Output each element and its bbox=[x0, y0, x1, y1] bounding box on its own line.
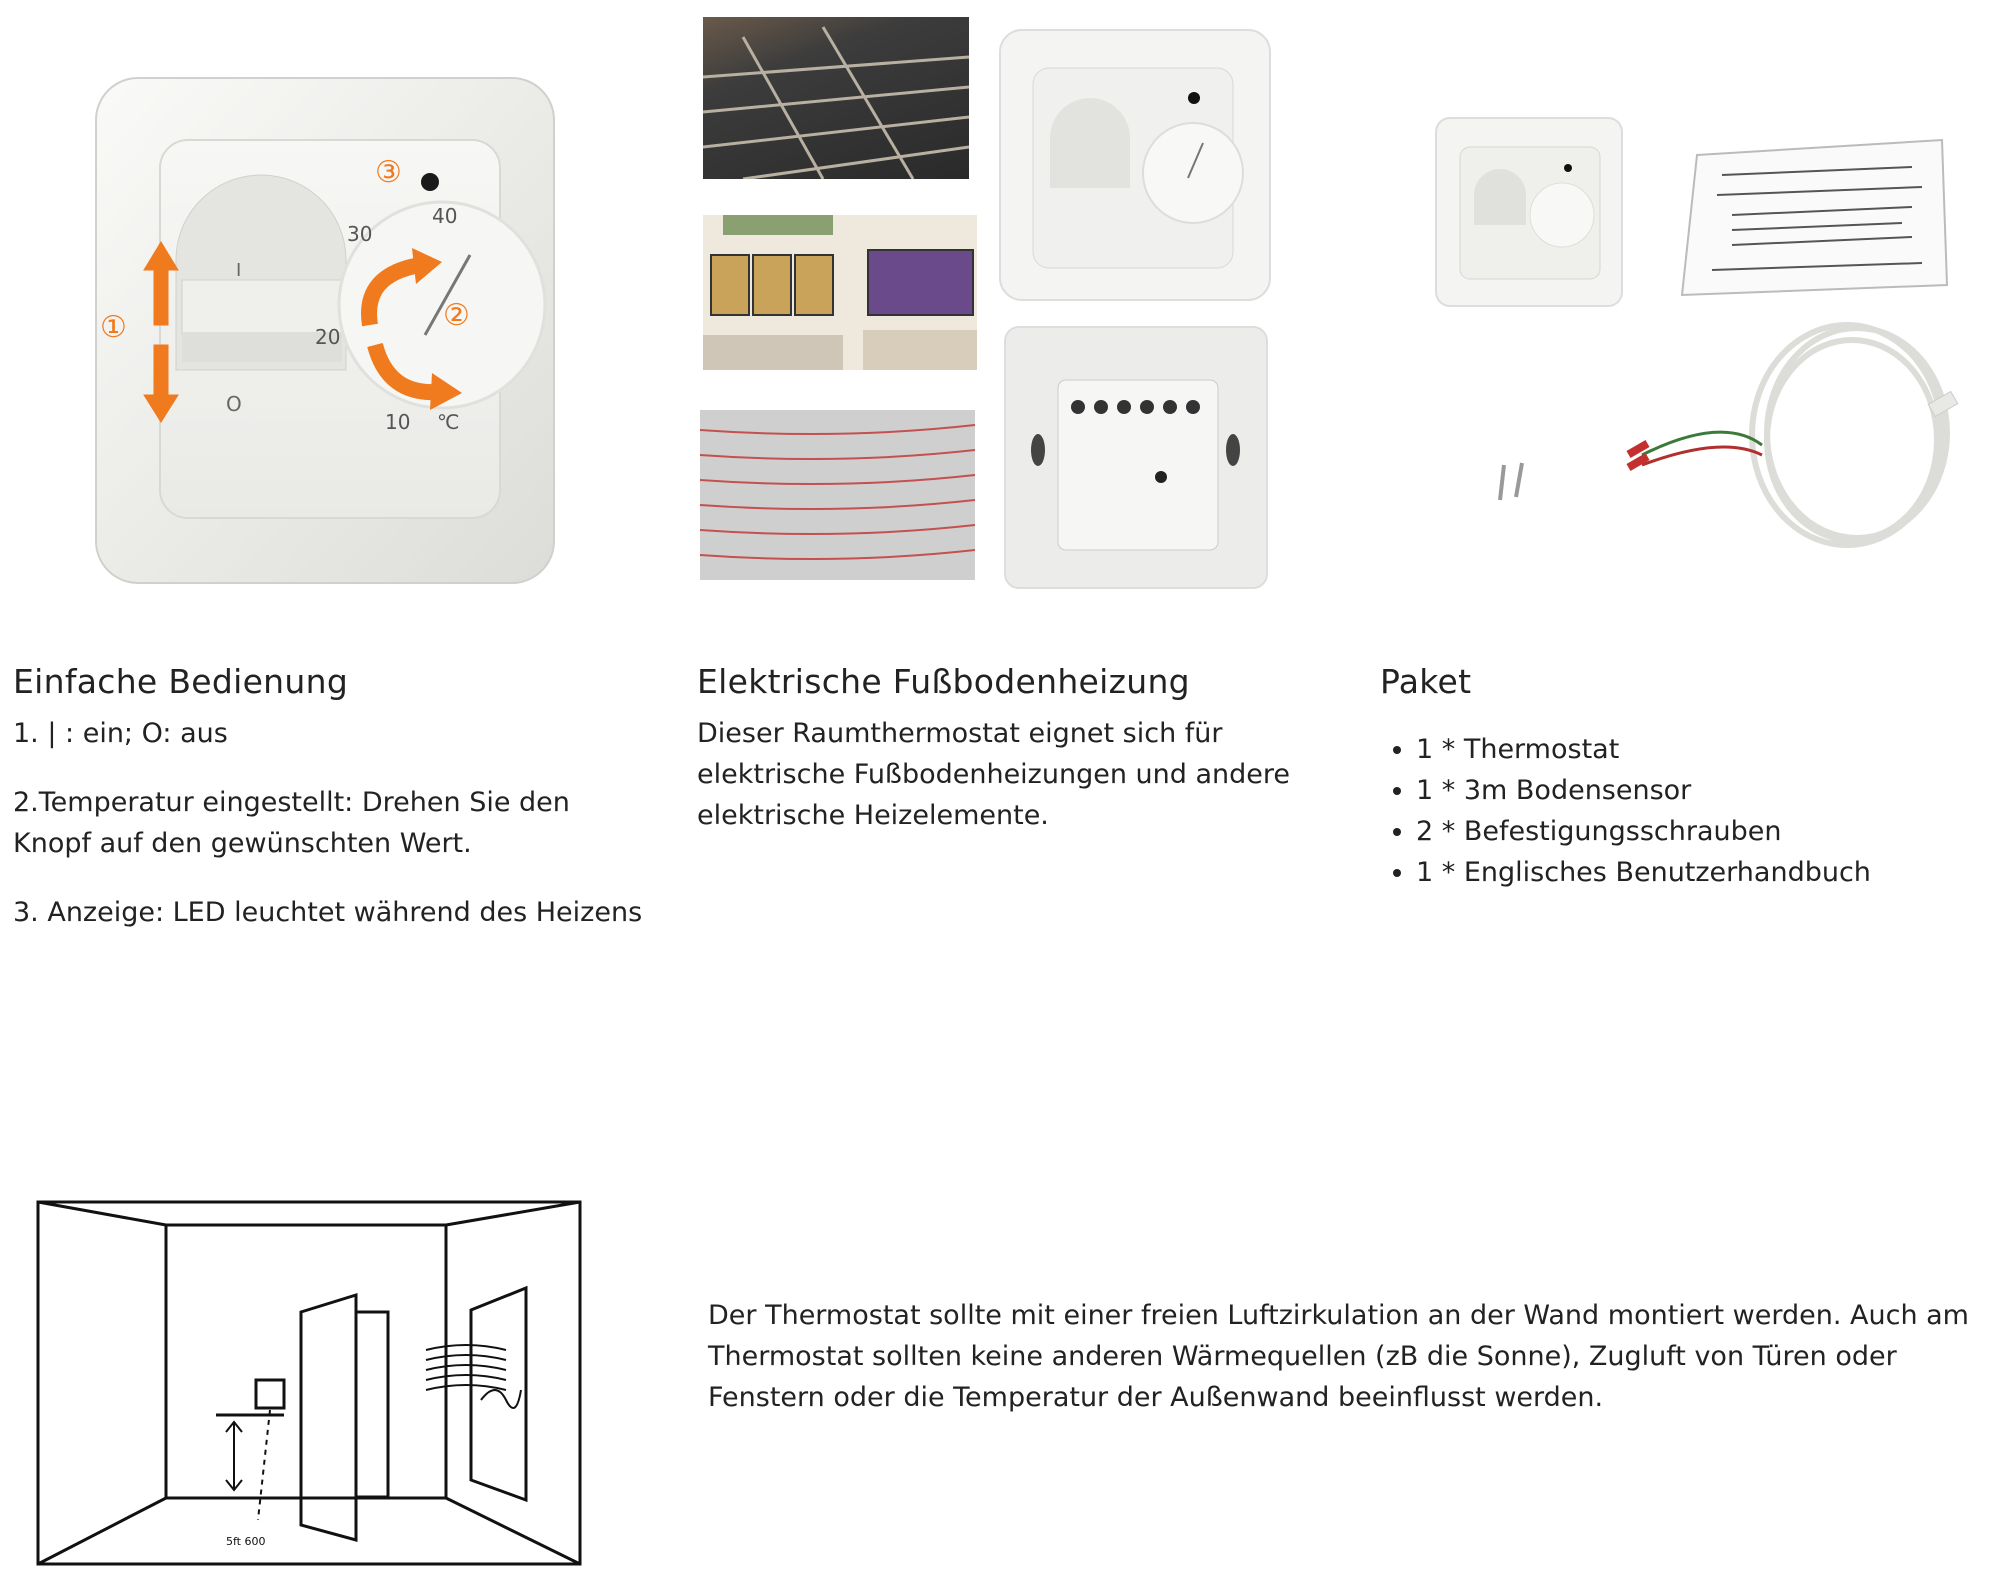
package-item: • 2 * Befestigungsschrauben bbox=[1416, 811, 1980, 852]
room-installation-diagram bbox=[36, 1200, 584, 1570]
section-package bbox=[1380, 662, 1980, 893]
section-operation bbox=[13, 662, 653, 961]
dial-unit-celsius: ℃ bbox=[437, 410, 460, 434]
heating-film-photo bbox=[703, 17, 969, 179]
marker-2: ② bbox=[443, 298, 470, 333]
marker-3: ③ bbox=[375, 155, 402, 190]
operation-item-2: 2.Temperatur eingestellt: Drehen Sie den Knopf auf den gewünschten Wert. bbox=[13, 787, 570, 859]
package-item: • 1 * Englisches Benutzerhandbuch bbox=[1416, 852, 1980, 893]
operation-item-3: 3. Anzeige: LED leuchtet während des Heizens bbox=[13, 897, 643, 928]
package-item: • 1 * 3m Bodensensor bbox=[1416, 770, 1980, 811]
marker-1: ① bbox=[100, 310, 127, 345]
dial-number-40: 40 bbox=[432, 204, 458, 228]
interior-photo bbox=[703, 215, 977, 370]
heating-description: Dieser Raumthermostat eignet sich für elektrische Fußbodenheizungen und andere elektrische Heizelemente. bbox=[697, 718, 1290, 831]
package-contents-photo bbox=[1432, 115, 1962, 575]
section-heating-title: Elektrische Fußbodenheizung bbox=[697, 662, 1190, 701]
thermostat-front-photo bbox=[998, 28, 1273, 303]
dial-number-10: 10 bbox=[385, 410, 411, 434]
installation-text: Der Thermostat sollte mit einer freien Luftzirkulation an der Wand montiert werden. Auch am Thermostat sollten keine anderen Wärmequellen (zB die Sonne), Zugluft von Türen oder Fenstern oder die Temperatur der Außenwand beeinflusst werden. bbox=[708, 1300, 1969, 1413]
switch-off-symbol: O bbox=[226, 392, 242, 416]
dial-number-20: 20 bbox=[315, 325, 341, 349]
dial-number-30: 30 bbox=[347, 222, 373, 246]
section-operation-title: Einfache Bedienung bbox=[13, 662, 349, 701]
switch-on-symbol: I bbox=[236, 260, 242, 281]
section-package-title: Paket bbox=[1380, 662, 1472, 701]
section-heating bbox=[697, 662, 1297, 864]
heating-cable-photo bbox=[700, 410, 975, 580]
thermostat-back-photo bbox=[1003, 325, 1269, 590]
operation-item-1: 1. | : ein; O: aus bbox=[13, 718, 228, 749]
package-item: • 1 * Thermostat bbox=[1416, 729, 1980, 770]
diagram-height-label: 5ft 600 bbox=[226, 1535, 266, 1548]
